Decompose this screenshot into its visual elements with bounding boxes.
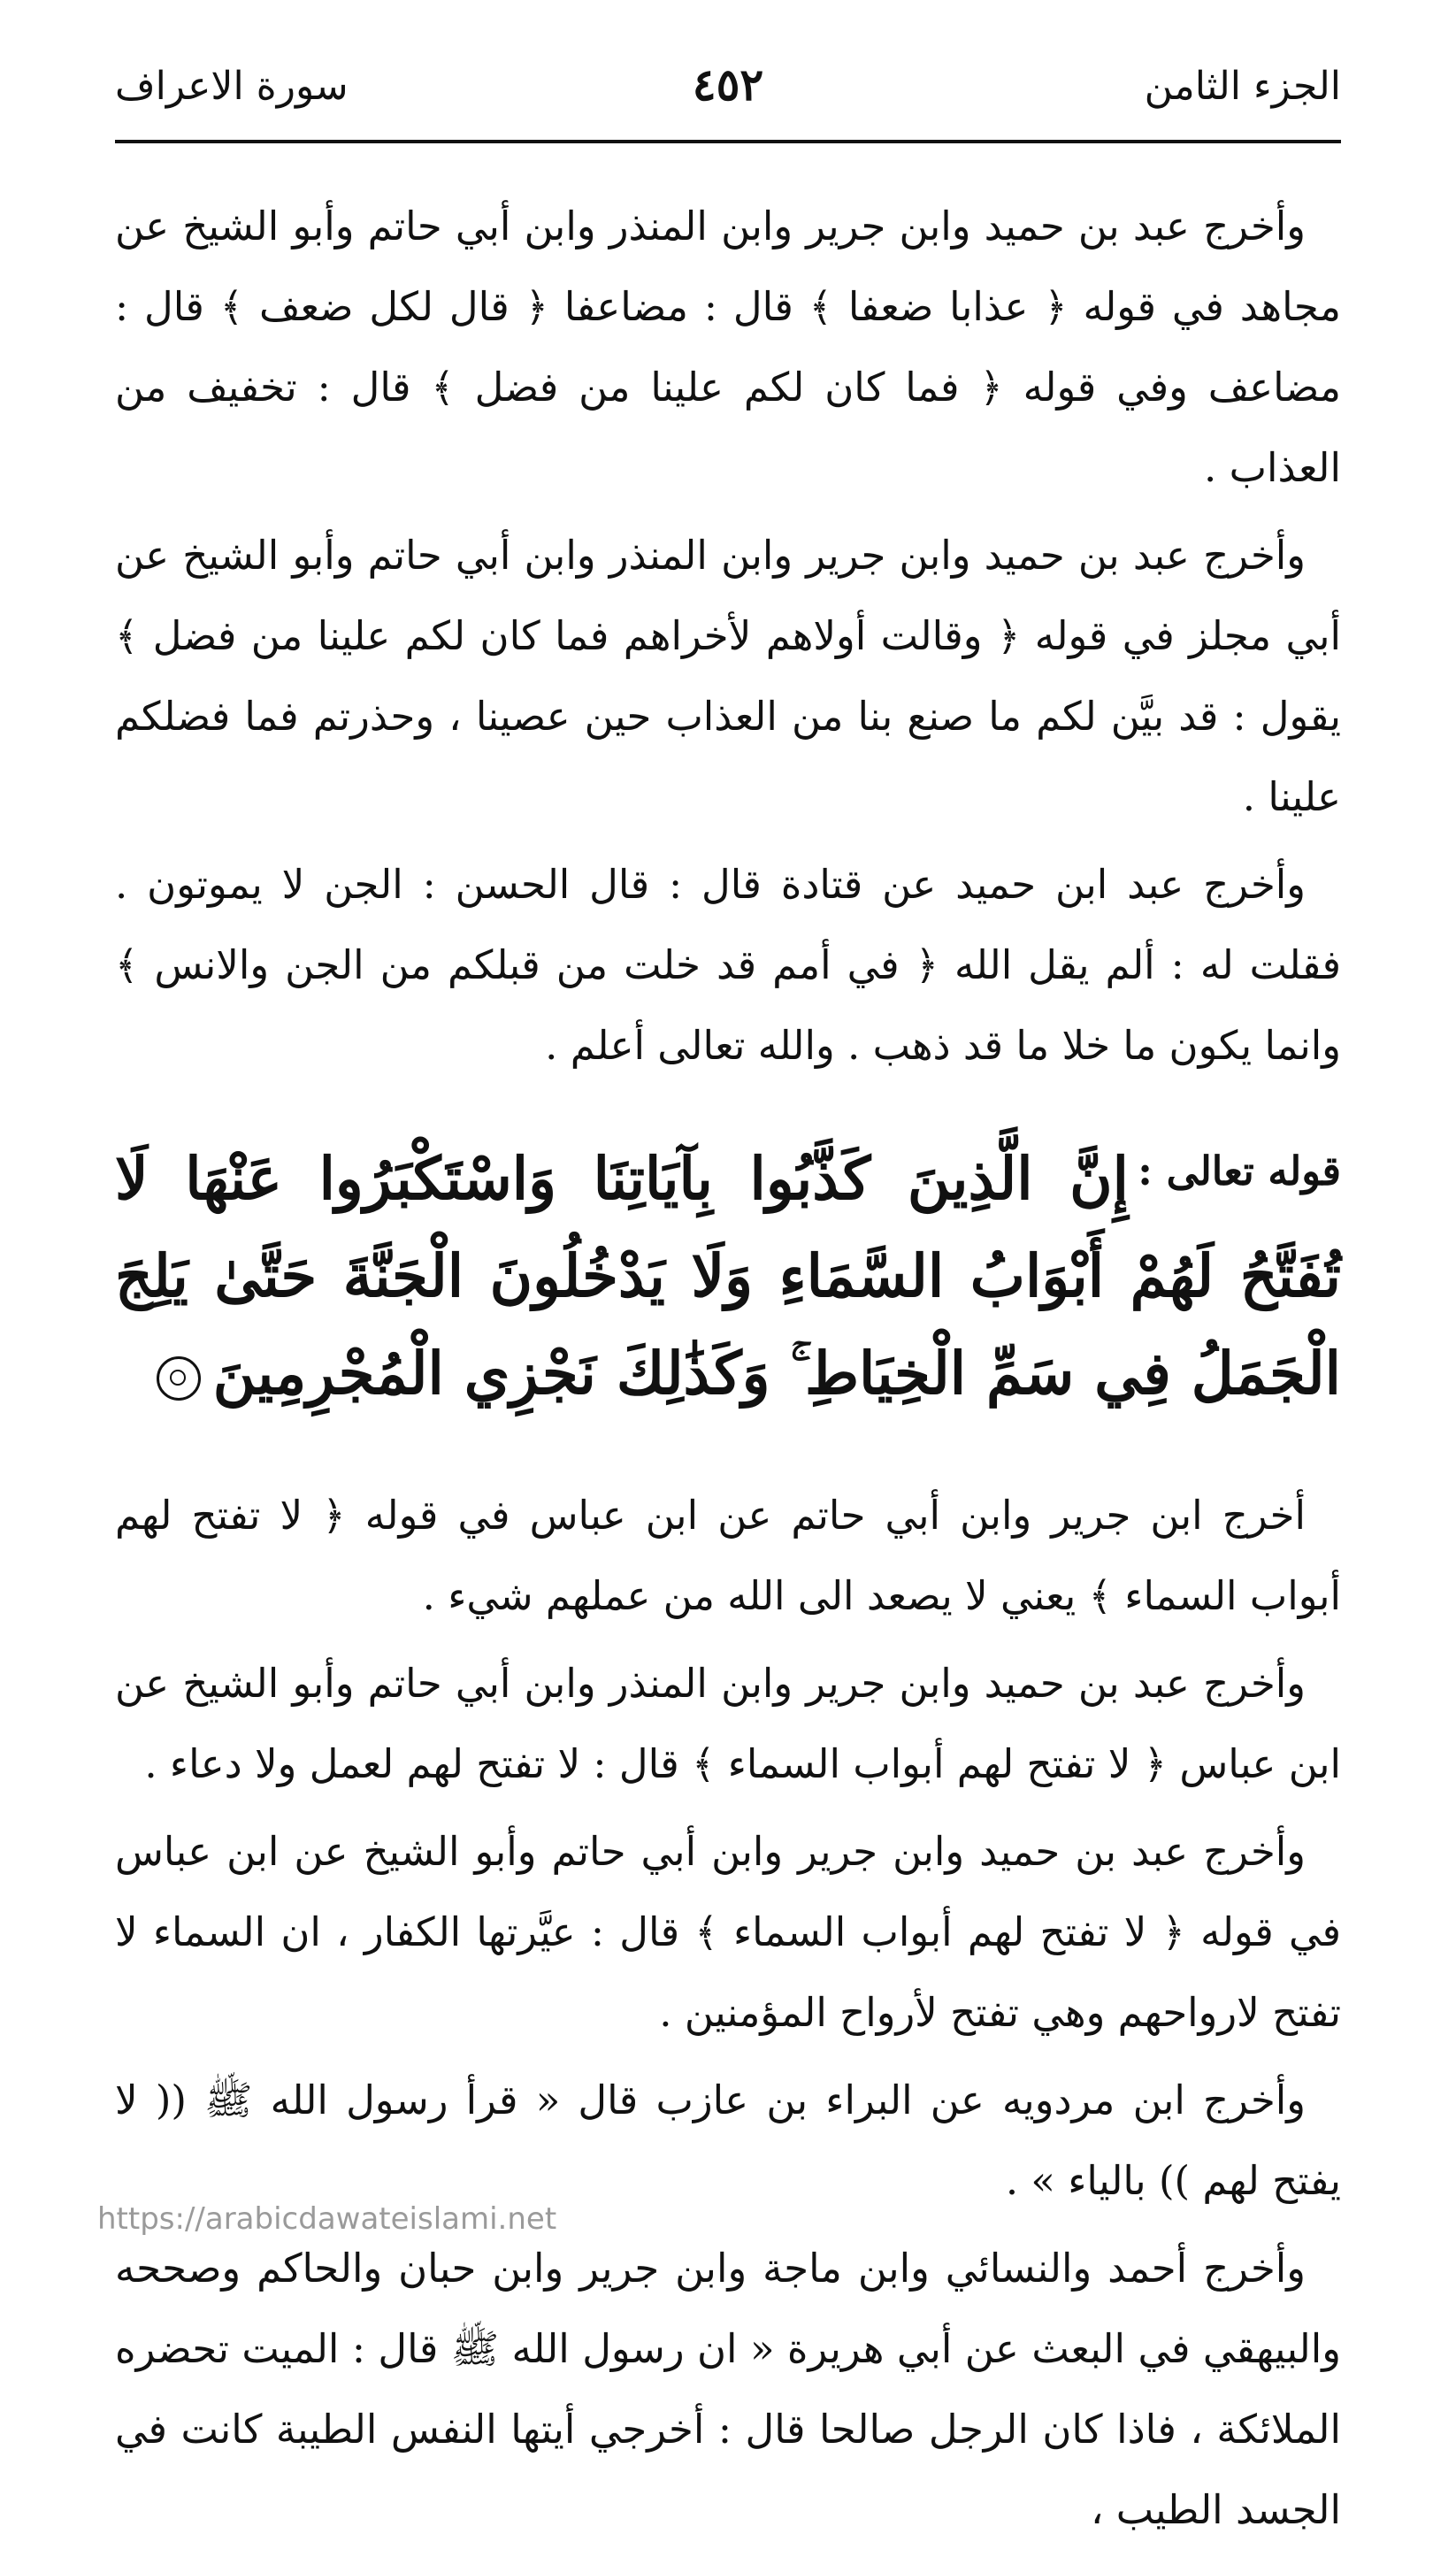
ayah-end-icon	[157, 1356, 201, 1401]
paragraph: وأخرج عبد بن حميد وابن جرير وابن أبي حاتم وأبو الشيخ عن ابن عباس في قوله ﴿ لا تفتح لهم أبواب السماء ﴾ قال : عيَّرتها الكفار ، ان السماء لا تفتح لارواحهم وهي تفتح لأرواح المؤمنين .	[115, 1828, 1341, 2036]
paragraph: وأخرج عبد ابن حميد عن قتادة قال : قال الحسن : الجن لا يموتون . فقلت له : ألم يقل الله ﴿ في أمم قد خلت من قبلكم من الجن والانس ﴾ وانما يكون ما خلا ما قد ذهب . والله تعالى أعلم .	[115, 861, 1341, 1069]
paragraph: أخرج ابن جرير وابن أبي حاتم عن ابن عباس في قوله ﴿ لا تفتح لهم أبواب السماء ﴾ يعني لا يصعد الى الله من عملهم شيء .	[115, 1492, 1341, 1619]
paragraph: وأخرج أحمد والنسائي وابن ماجة وابن جرير وابن حبان والحاكم وصححه والبيهقي في البعث عن أبي هريرة « ان رسول الله ﷺ قال : الميت تحضره الملائكة ، فاذا كان الرجل صالحا قال : أخرجي أيتها النفس الطيبة كانت في الجسد الطيب ،	[115, 2245, 1341, 2533]
verse-arabic: إِنَّ الَّذِينَ كَذَّبُوا بِآيَاتِنَا وَاسْتَكْبَرُوا عَنْهَا لَا تُفَتَّحُ لَهُمْ أَبْوَابُ السَّمَاءِ وَلَا يَدْخُلُونَ الْجَنَّةَ حَتَّىٰ يَلِجَ الْجَمَلُ فِي سَمِّ الْخِيَاطِ ۚ وَكَذَٰلِكَ نَجْزِي الْمُجْرِمِينَ	[115, 1144, 1341, 1408]
surah-label: سورة الاعراف	[115, 64, 349, 109]
paragraph: وأخرج عبد بن حميد وابن جرير وابن المنذر وابن أبي حاتم وأبو الشيخ عن أبي مجلز في قوله ﴿ وقالت أولاهم لأخراهم فما كان لكم علينا من فضل ﴾ يقول : قد بيَّن لكم ما صنع بنا من العذاب حين عصينا ، وحذرتم فما فضلكم علينا .	[115, 532, 1341, 820]
paragraph: وأخرج عبد بن حميد وابن جرير وابن المنذر وابن أبي حاتم وأبو الشيخ عن مجاهد في قوله ﴿ عذابا ضعفا ﴾ قال : مضاعفا ﴿ قال لكل ضعف ﴾ قال : مضاعف وفي قوله ﴿ فما كان لكم علينا من فضل ﴾ قال : تخفيف من العذاب .	[115, 203, 1341, 491]
page-number: ٤٥٢	[692, 58, 764, 111]
page-header	[115, 55, 1341, 139]
header-divider	[115, 140, 1341, 143]
paragraph: وأخرج ابن مردويه عن البراء بن عازب قال « قرأ رسول الله ﷺ (( لا يفتح لهم )) بالياء » .	[115, 2077, 1341, 2204]
verse-intro: قوله تعالى :	[1138, 1148, 1341, 1194]
juz-label: الجزء الثامن	[1144, 64, 1341, 109]
quran-verse-block	[115, 1130, 1341, 1422]
paragraph: وأخرج عبد بن حميد وابن جرير وابن المنذر وابن أبي حاتم وأبو الشيخ عن ابن عباس ﴿ لا تفتح لهم أبواب السماء ﴾ قال : لا تفتح لهم لعمل ولا دعاء .	[115, 1660, 1341, 1787]
source-watermark: https://arabicdawateislami.net	[97, 2201, 557, 2237]
